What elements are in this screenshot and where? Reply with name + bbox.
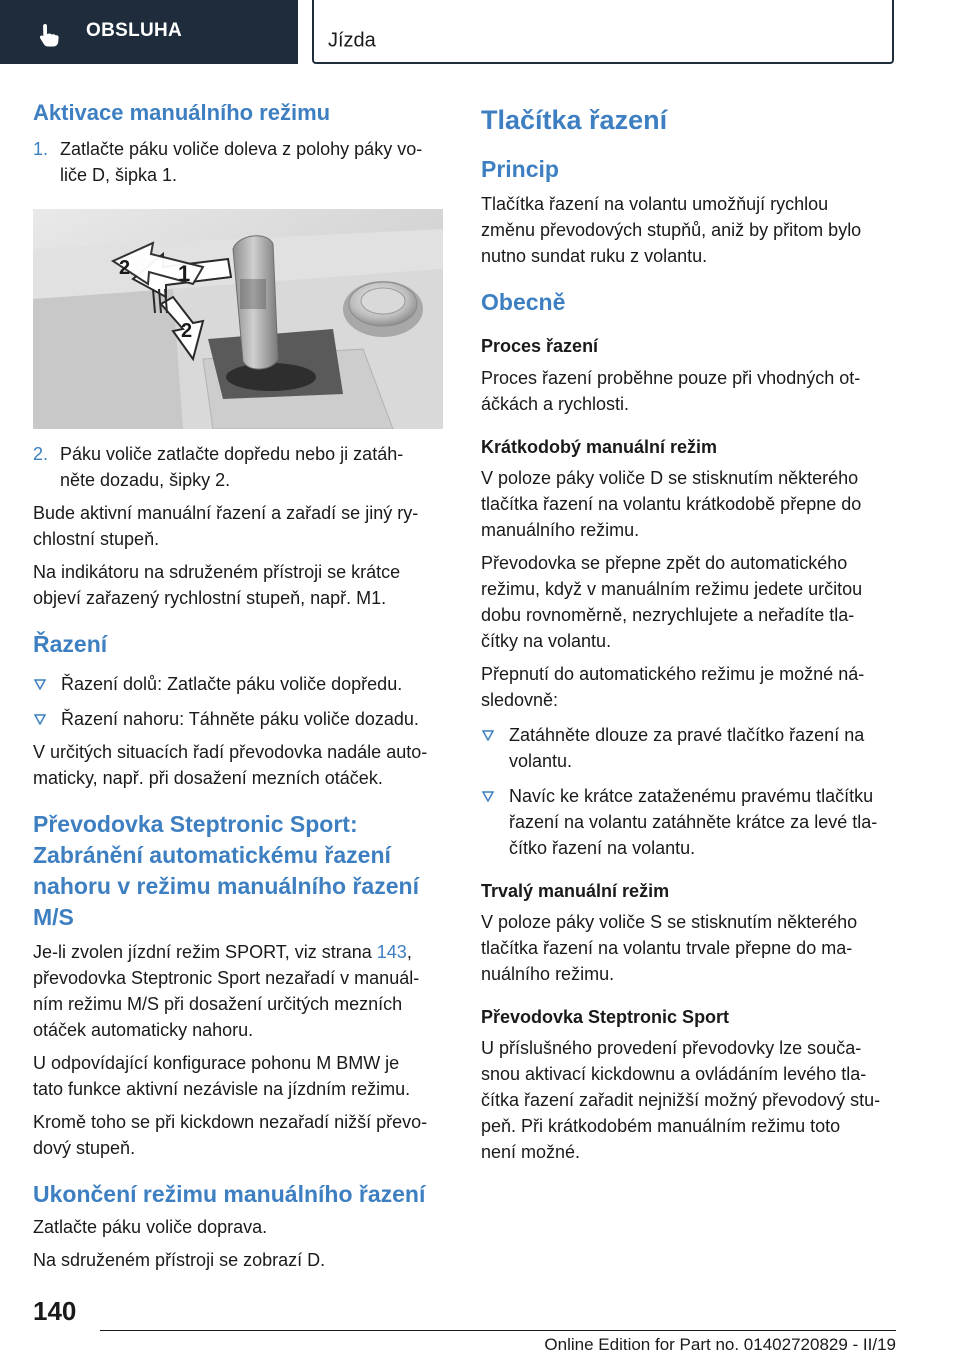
- text-line: dobu rovnoměrně, nezrychlujete a neřadíte tla‐: [481, 605, 855, 625]
- chapter-header: [312, 0, 894, 64]
- text-line: tlačítka řazení na volantu trvale přepne do ma‐: [481, 938, 853, 958]
- text-line: V určitých situacích řadí převodovka nadále auto‐: [33, 742, 428, 762]
- text-line: V poloze páky voliče S se stisknutím některého: [481, 912, 858, 932]
- step-2-line: Páku voliče zatlačte dopředu nebo ji zatáh‐: [60, 444, 404, 464]
- heading-end-manual-mode: Ukončení režimu manuálního řazení: [33, 1181, 426, 1207]
- triangle-bullet-icon: [482, 791, 494, 802]
- heading-general: Obecně: [481, 289, 566, 315]
- list-item-text: řazení na volantu zatáhněte krátce za levé tla‐: [509, 812, 878, 832]
- arrow-label-2-forward: 2: [119, 257, 131, 279]
- text-line: Na indikátoru na sdruženém přístroji se krátce: [33, 562, 401, 582]
- paragraph: Na sdruženém přístroji se zobrazí D.: [33, 1250, 326, 1270]
- text-line: dový stupeň.: [33, 1138, 136, 1158]
- paragraph: [33, 1109, 443, 1161]
- paragraph: [33, 1050, 443, 1102]
- arrow-label-1: 1: [178, 261, 191, 286]
- text-line: snou aktivací kickdownu a ovládáním levého tla‐: [481, 1064, 867, 1084]
- edition-note: Online Edition for Part no. 01402720829 - II/19: [544, 1335, 896, 1354]
- page-number: 140: [33, 1296, 77, 1326]
- subheading-steptronic-sport: Převodovka Steptronic Sport: [481, 1007, 730, 1027]
- list-item-text: volantu.: [509, 751, 573, 771]
- text-line: Kromě toho se při kickdown nezařadí nižší převo‐: [33, 1112, 428, 1132]
- text-line: Převodovka se přepne zpět do automatického: [481, 553, 848, 573]
- list-item-text: čítko řazení na volantu.: [509, 838, 696, 858]
- text-line: nuálního režimu.: [481, 964, 615, 984]
- right-column: [481, 98, 897, 1165]
- arrow-label-2-back: 2: [181, 320, 193, 342]
- text-line: Proces řazení proběhne pouze při vhodných ot‐: [481, 368, 861, 388]
- subheading-permanent-manual: Trvalý manuální režim: [481, 881, 670, 901]
- step-2-number: 2.: [33, 444, 49, 464]
- paragraph: [33, 939, 443, 1043]
- paragraph: [33, 559, 443, 611]
- text-line: čítky na volantu.: [481, 631, 612, 651]
- text-line: Bude aktivní manuální řazení a zařadí se jiný ry‐: [33, 503, 419, 523]
- text-line: Tlačítka řazení na volantu umožňují rychlou: [481, 194, 829, 214]
- step-1: [33, 136, 443, 188]
- text-line: chlostní stupeň.: [33, 529, 160, 549]
- triangle-bullet-icon: [482, 730, 494, 741]
- text-line: sledovně:: [481, 690, 559, 710]
- paragraph: [481, 191, 897, 269]
- text-line: Přepnutí do automatického režimu je možné ná‐: [481, 664, 865, 684]
- paragraph: [481, 465, 897, 543]
- paragraph: [33, 500, 443, 552]
- heading-steptronic-sport: [33, 809, 443, 933]
- page-link[interactable]: 143: [376, 942, 407, 962]
- step-2-line: něte dozadu, šipky 2.: [60, 470, 231, 490]
- text-line: Je-li zvolen jízdní režim SPORT, viz strana: [33, 942, 377, 962]
- list-item-text: Navíc ke krátce zataženému pravému tlačítku: [509, 786, 874, 806]
- text-line: V poloze páky voliče D se stisknutím některého: [481, 468, 859, 488]
- heading-line: Zabránění automatickému řazení: [33, 842, 391, 868]
- hand-pointer-icon: [36, 22, 62, 48]
- section-label: OBSLUHA: [86, 20, 183, 41]
- text-line: režimu, když v manuálním režimu jedete určitou: [481, 579, 863, 599]
- text-line: změnu převodových stupňů, aniž by přitom bylo: [481, 220, 862, 240]
- list-item: [33, 671, 443, 697]
- list-item: [481, 783, 897, 861]
- paragraph: [33, 739, 443, 791]
- paragraph: [481, 550, 897, 654]
- heading-shifting: Řazení: [33, 631, 108, 657]
- heading-activate-manual-mode: Aktivace manuálního režimu: [33, 100, 331, 125]
- text-line: manuálního režimu.: [481, 520, 640, 540]
- paragraph: [481, 661, 897, 713]
- heading-shift-paddles: Tlačítka řazení: [481, 105, 668, 135]
- step-1-line: liče D, šipka 1.: [60, 165, 178, 185]
- paragraph: [481, 365, 897, 417]
- list-item: [481, 722, 897, 774]
- triangle-bullet-icon: [34, 679, 46, 690]
- step-1-line: Zatlačte páku voliče doleva z polohy páky vo‐: [60, 139, 423, 159]
- text-line: tato funkce aktivní nezávisle na jízdním režimu.: [33, 1079, 411, 1099]
- text-line: ním režimu M/S při dosažení určitých mezních: [33, 994, 403, 1014]
- step-2: [33, 441, 443, 493]
- text-fragment: ,: [406, 942, 412, 962]
- heading-line: Převodovka Steptronic Sport:: [33, 811, 358, 837]
- list-item-text: Řazení dolů: Zatlačte páku voliče dopředu.: [61, 674, 403, 694]
- paragraph: [481, 909, 897, 987]
- text-line: U odpovídající konfigurace pohonu M BMW je: [33, 1053, 400, 1073]
- paragraph: [481, 1035, 897, 1165]
- list-item-text: Zatáhněte dlouze za pravé tlačítko řazení na: [509, 725, 865, 745]
- heading-line: M/S: [33, 904, 74, 930]
- left-column: [33, 98, 443, 1273]
- gear-selector-illustration: [33, 209, 443, 429]
- text-line: čítka řazení zařadit nejnižší možný převodový stu‐: [481, 1090, 881, 1110]
- heading-principle: Princip: [481, 156, 559, 182]
- text-line: otáček automaticky nahoru.: [33, 1020, 254, 1040]
- text-line: áčkách a rychlosti.: [481, 394, 630, 414]
- text-line: převodovka Steptronic Sport nezařadí v manuál‐: [33, 968, 420, 988]
- chapter-title: Jízda: [328, 29, 376, 52]
- list-item: [33, 706, 443, 732]
- text-line: tlačítka řazení na volantu krátkodobě přepne do: [481, 494, 862, 514]
- footer-divider: [100, 1330, 896, 1331]
- subheading-shift-process: Proces řazení: [481, 336, 599, 356]
- step-1-number: 1.: [33, 139, 49, 159]
- section-tab: [0, 0, 298, 64]
- text-line: objeví zařazený rychlostní stupeň, např. M1.: [33, 588, 387, 608]
- text-line: není možné.: [481, 1142, 581, 1162]
- paragraph: Zatlačte páku voliče doprava.: [33, 1217, 268, 1237]
- subheading-temporary-manual: Krátkodobý manuální režim: [481, 437, 718, 457]
- heading-line: nahoru v režimu manuálního řazení: [33, 873, 419, 899]
- text-line: nutno sundat ruku z volantu.: [481, 246, 708, 266]
- triangle-bullet-icon: [34, 714, 46, 725]
- list-item-text: Řazení nahoru: Táhněte páku voliče dozadu.: [61, 709, 419, 729]
- text-line: U příslušného provedení převodovky lze souča‐: [481, 1038, 862, 1058]
- text-line: peň. Při krátkodobém manuálním režimu toto: [481, 1116, 841, 1136]
- text-line: maticky, např. při dosažení mezních otáček.: [33, 768, 383, 788]
